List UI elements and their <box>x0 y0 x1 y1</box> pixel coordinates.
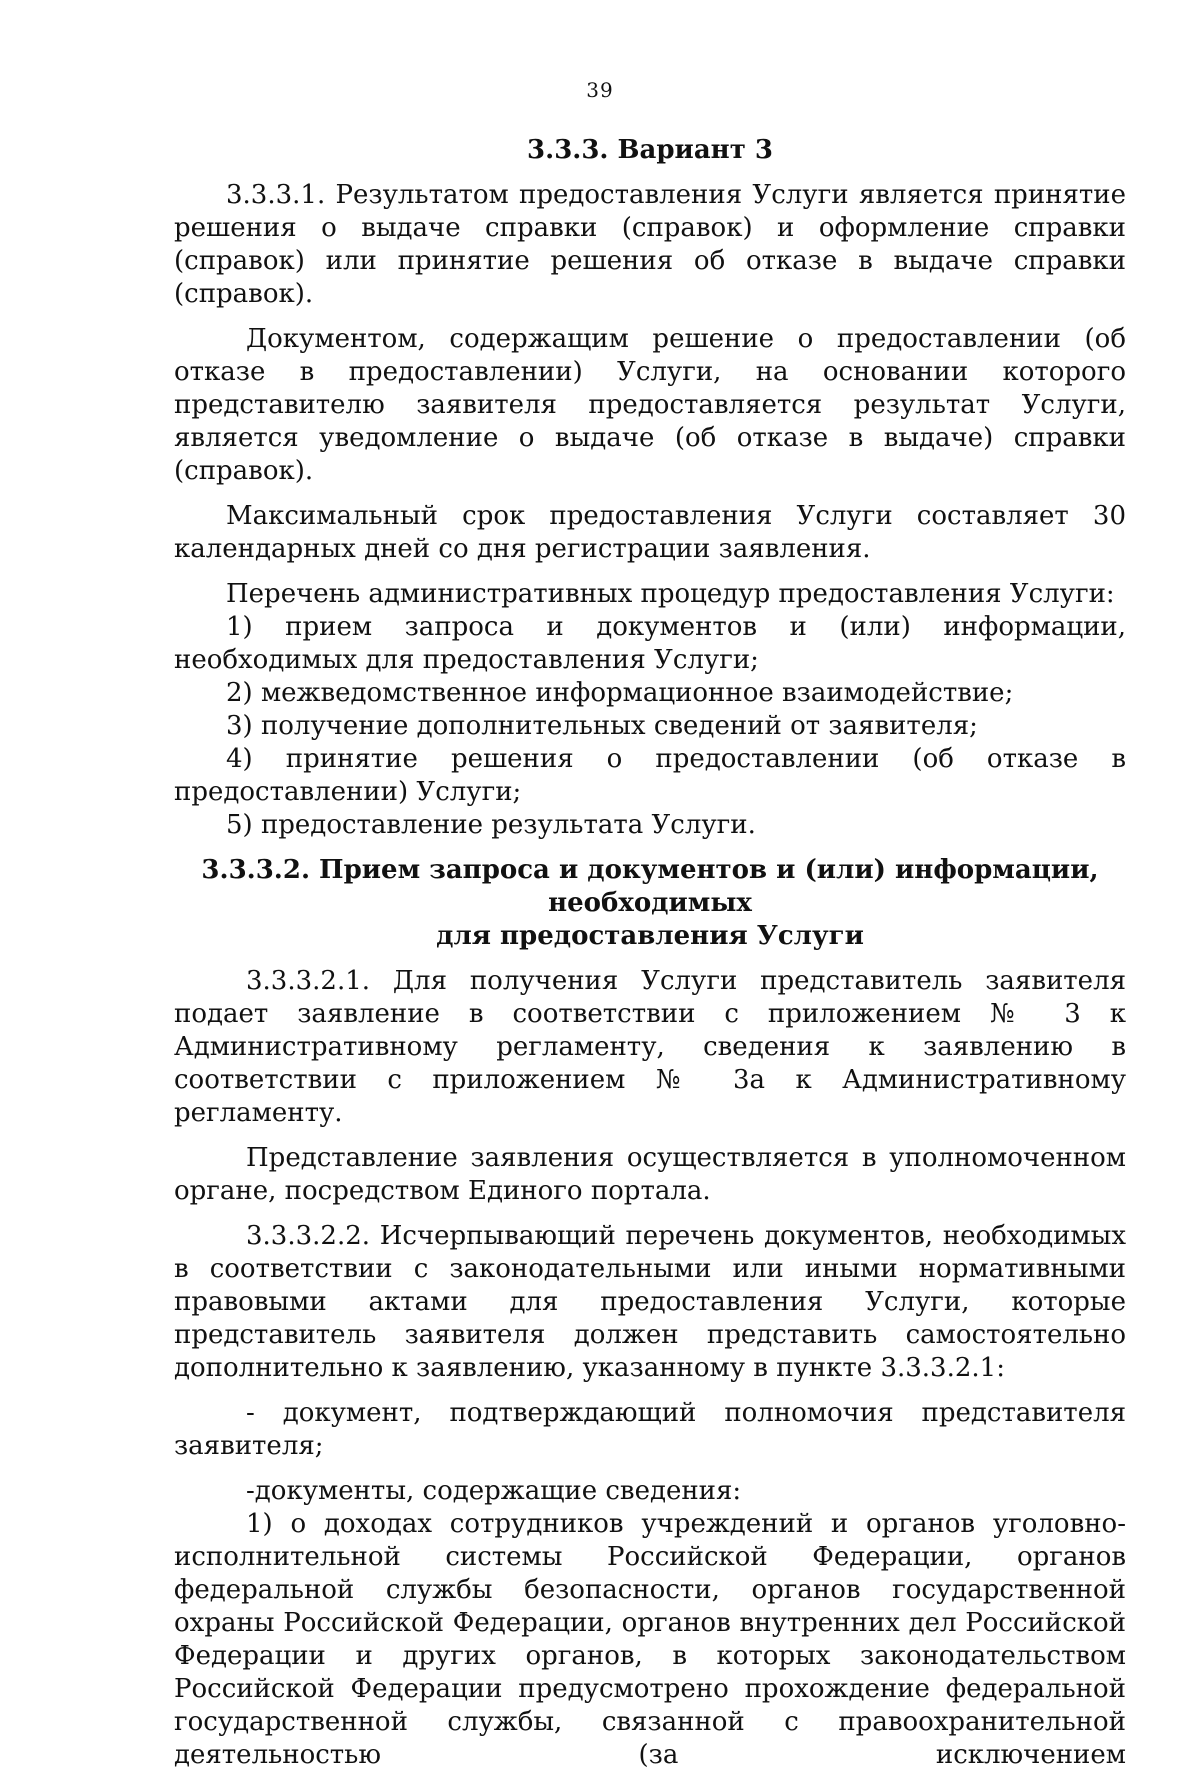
income-item-1: 1) о доходах сотрудников учреждений и органов уголовно-исполнительной системы Российской Федерации, органов федеральной службы безопасности, органов государственной охраны Российской Федерации, органов внутренних дел Российской Федерации и других органов, в которых законодательством Российской Федерации предусмотрено прохождение федеральной государственной службы, связанной с правоохранительной деятельностью (за исключением <box>174 1509 1126 1770</box>
paragraph-document: Документом, содержащим решение о предоставлении (об отказе в предоставлении) Услуги, на основании которого представителю заявителя предоставляется результат Услуги, является уведомление о выдаче (об отказе в выдаче) справки (справок). <box>174 324 1126 486</box>
procedure-item-3: 3) получение дополнительных сведений от заявителя; <box>226 711 978 741</box>
document-body <box>174 134 1126 1772</box>
procedure-item-2: 2) межведомственное информационное взаимодействие; <box>226 678 1014 708</box>
subsection-heading-line-2: для предоставления Услуги <box>436 921 864 951</box>
dash-item-documents-info: -документы, содержащие сведения: <box>246 1476 742 1506</box>
procedure-item-4: 4) принятие решения о предоставлении (об отказе в предоставлении) Услуги; <box>174 744 1126 807</box>
paragraph-documents-list: 3.3.3.2.2. Исчерпывающий перечень документов, необходимых в соответствии с законодательными или иными нормативными правовыми актами для предоставления Услуги, которые представитель заявителя должен представить самостоятельно дополнительно к заявлению, указанному в пункте 3.3.3.2.1: <box>174 1221 1126 1383</box>
subsection-heading-line-1: 3.3.3.2. Прием запроса и документов и (или) информации, необходимых <box>201 855 1099 918</box>
paragraph-max-term: Максимальный срок предоставления Услуги составляет 30 календарных дней со дня регистрации заявления. <box>174 501 1126 564</box>
procedures-intro: Перечень административных процедур предоставления Услуги: <box>226 579 1115 609</box>
dash-item-authority-document: - документ, подтверждающий полномочия представителя заявителя; <box>174 1398 1126 1461</box>
procedure-item-5: 5) предоставление результата Услуги. <box>226 810 756 840</box>
paragraph-application: 3.3.3.2.1. Для получения Услуги представитель заявителя подает заявление в соответствии с приложением № 3 к Административному регламенту, сведения к заявлению в соответствии с приложением № 3а к Административному регламенту. <box>174 966 1126 1128</box>
paragraph-submission: Представление заявления осуществляется в уполномоченном органе, посредством Единого портала. <box>174 1143 1126 1206</box>
section-heading: 3.3.3. Вариант 3 <box>527 135 773 165</box>
page-number: 39 <box>586 78 614 102</box>
paragraph-result: 3.3.3.1. Результатом предоставления Услуги является принятие решения о выдаче справки (справок) и оформление справки (справок) или принятие решения об отказе в выдаче справки (справок). <box>174 180 1126 309</box>
procedure-item-1: 1) прием запроса и документов и (или) информации, необходимых для предоставления Услуги; <box>174 612 1126 675</box>
subsection-heading <box>174 854 1126 953</box>
